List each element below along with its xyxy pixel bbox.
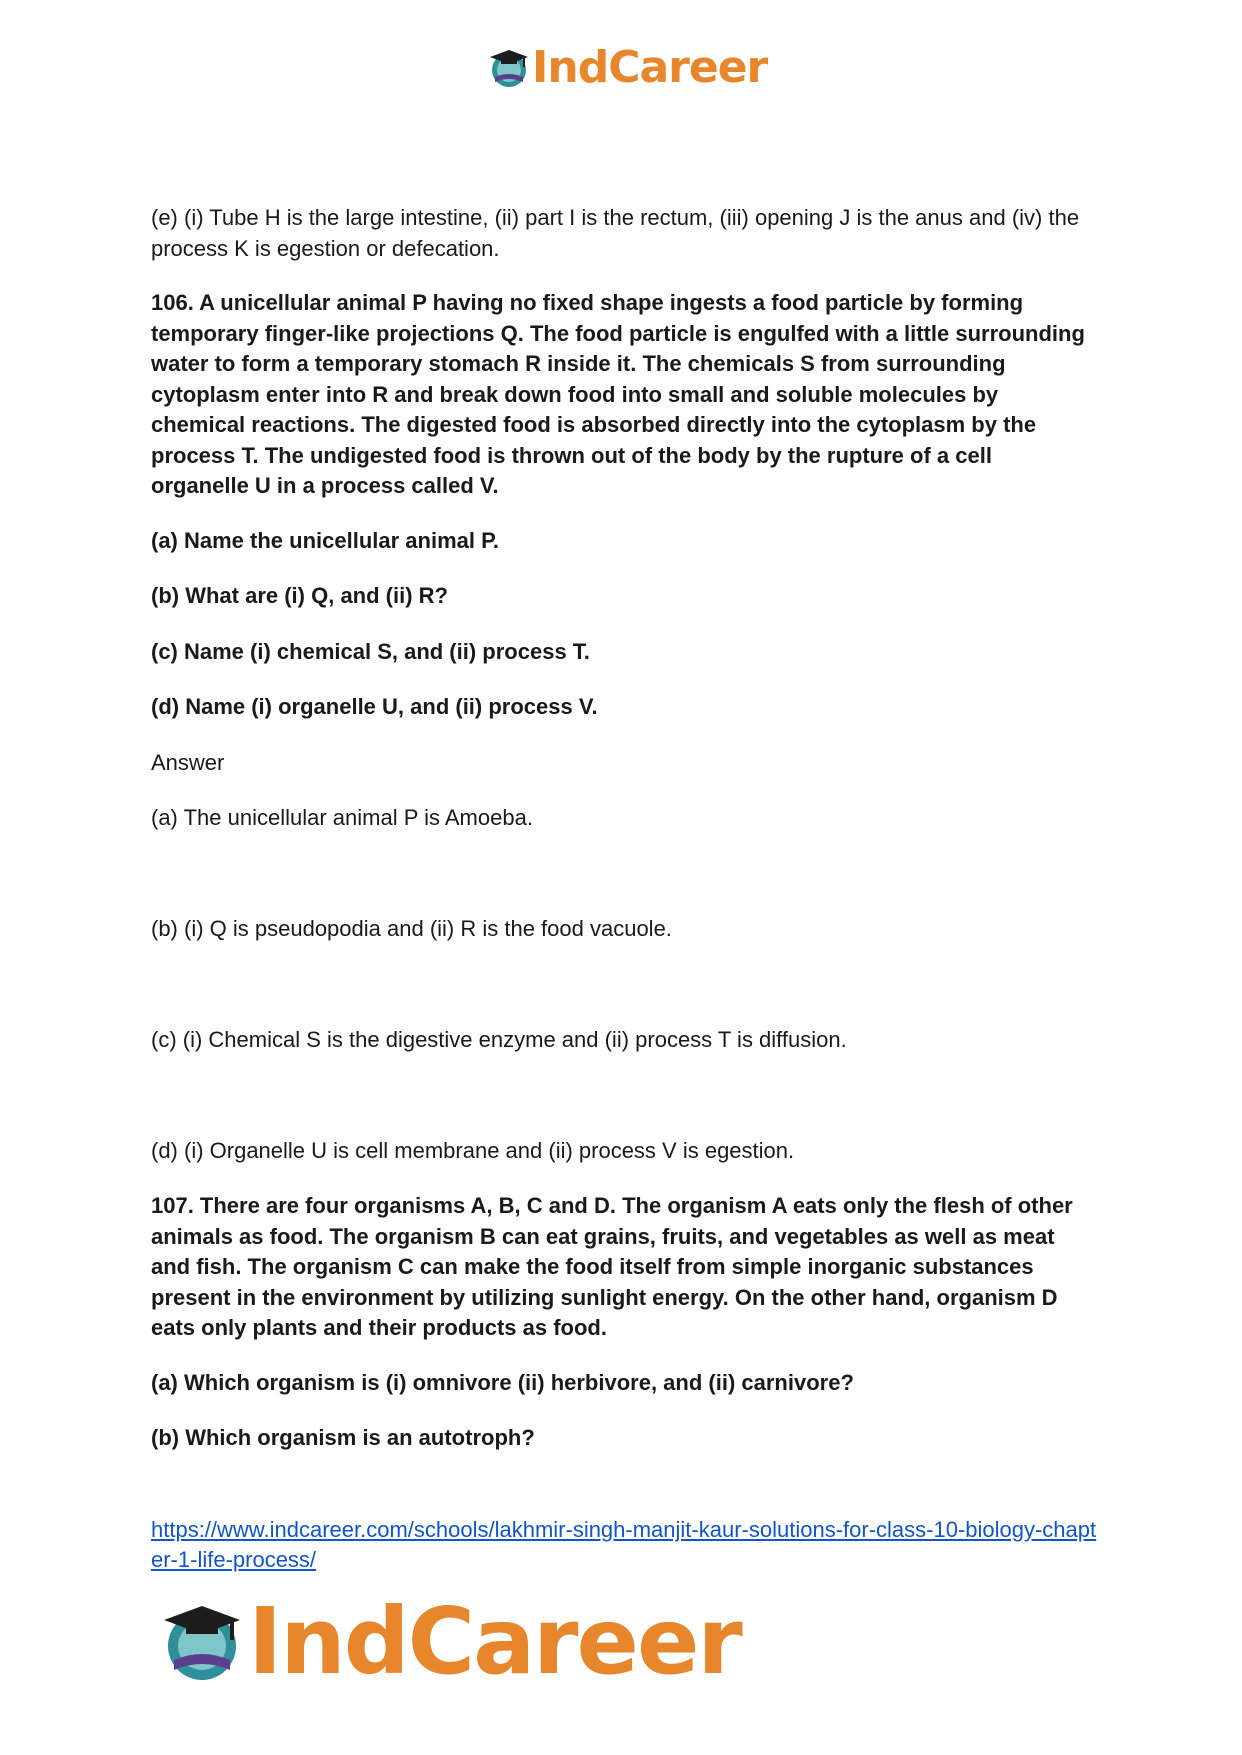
question-106-b: (b) What are (i) Q, and (ii) R? bbox=[151, 583, 448, 608]
answer-106-b: (b) (i) Q is pseudopodia and (ii) R is the food vacuole. bbox=[151, 915, 672, 941]
source-link[interactable]: https://www.indcareer.com/schools/lakhmir-singh-manjit-kaur-solutions-for-class-10-biology-chapter-1-life-process/ bbox=[151, 1517, 1097, 1572]
header-logo bbox=[488, 42, 767, 93]
answer-106-c: (c) (i) Chemical S is the digestive enzyme and (ii) process T is diffusion. bbox=[151, 1027, 847, 1052]
question-106-d: (d) Name (i) organelle U, and (ii) process V. bbox=[151, 694, 598, 719]
graduation-cap-book-icon bbox=[160, 1600, 244, 1684]
logo-wordmark: IndCareer bbox=[532, 42, 768, 93]
document-body bbox=[151, 203, 1091, 1454]
answer-106-a: (a) The unicellular animal P is Amoeba. bbox=[151, 805, 533, 830]
answer-105-e: (e) (i) Tube H is the large intestine, (ii) part I is the rectum, (iii) opening J is the anus and (iv) the process K is egestion or defecation. bbox=[151, 205, 1080, 261]
question-107-b: (b) Which organism is an autotroph? bbox=[151, 1425, 535, 1450]
question-106-c: (c) Name (i) chemical S, and (ii) process T. bbox=[151, 638, 590, 664]
question-107-a: (a) Which organism is (i) omnivore (ii) herbivore, and (ii) carnivore? bbox=[151, 1369, 854, 1395]
logo-wordmark: IndCareer bbox=[248, 1588, 741, 1695]
answer-106-d: (d) (i) Organelle U is cell membrane and (ii) process V is egestion. bbox=[151, 1137, 795, 1163]
footer-logo bbox=[160, 1588, 741, 1695]
answer-heading: Answer bbox=[151, 749, 225, 775]
question-106-a: (a) Name the unicellular animal P. bbox=[151, 527, 500, 553]
question-107: 107. There are four organisms A, B, C and D. The organism A eats only the flesh of other animals as food. The organism B can eat grains, fruits, and vegetables as well as meat and fish. The organism C can make the food itself from simple inorganic substances present in the environment by utilizing sunlight energy. On the other hand, organism D eats only plants and their products as food. bbox=[151, 1193, 1073, 1340]
question-106: 106. A unicellular animal P having no fixed shape ingests a food particle by forming temporary finger-like projections Q. The food particle is engulfed with a little surrounding water to form a temporary stomach R inside it. The chemicals S from surrounding cytoplasm enter into R and break down food into small and soluble molecules by chemical reactions. The digested food is absorbed directly into the cytoplasm by the process T. The undigested food is thrown out of the body by the rupture of a cell organelle U in a process called V. bbox=[151, 290, 1085, 498]
graduation-cap-book-icon bbox=[488, 47, 530, 89]
